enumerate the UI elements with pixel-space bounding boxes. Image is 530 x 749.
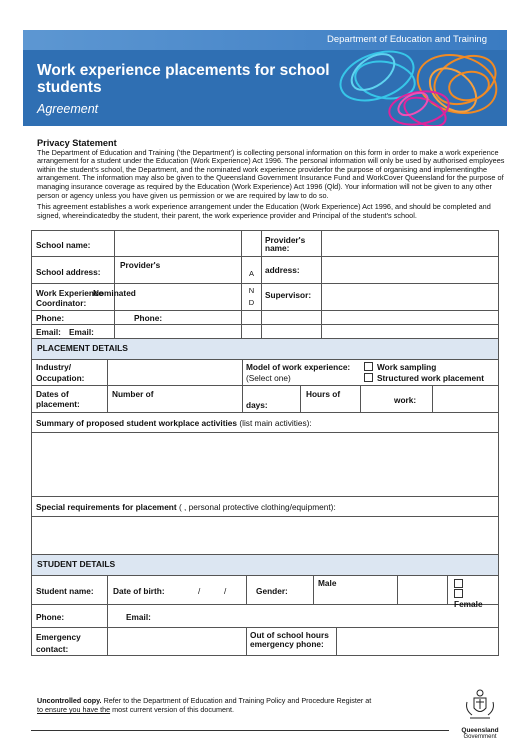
dates-row <box>31 386 499 413</box>
ensure-link[interactable]: to ensure you have the <box>37 705 111 714</box>
agreement-form <box>31 230 499 656</box>
queensland-crest-logo <box>456 688 504 744</box>
student-phone-row <box>31 605 499 628</box>
provider-email-field[interactable] <box>322 325 498 338</box>
phone-row <box>31 311 499 325</box>
male-label: Male <box>318 578 337 588</box>
school-name-field[interactable] <box>115 231 241 256</box>
days-field[interactable] <box>360 386 390 412</box>
school-email-label: Email: <box>36 327 61 337</box>
number-of-label: Number of <box>112 389 154 399</box>
providers-label: Provider's <box>120 260 161 270</box>
school-address-row <box>31 257 499 284</box>
footer-line-2 <box>37 705 371 714</box>
industry-field[interactable] <box>108 360 242 385</box>
female-label: Female <box>454 599 483 609</box>
checkbox-work-sampling[interactable] <box>364 362 373 371</box>
provider-phone-field[interactable] <box>322 311 498 324</box>
address-label: address: <box>265 265 300 275</box>
dob-slash-2: / <box>224 586 227 596</box>
nominated-label: Nominated <box>93 288 136 298</box>
uncontrolled-copy: Uncontrolled copy. <box>37 696 102 705</box>
and-letter-a: A <box>248 269 254 278</box>
summary-note: (list main activities): <box>239 418 312 428</box>
provider-name-field[interactable] <box>322 231 498 256</box>
student-phone-label: Phone: <box>36 612 65 622</box>
option-structured[interactable] <box>364 373 494 384</box>
privacy-paragraph-1: The Department of Education and Training ('the Department') is collecting personal information on this form in order to make a work experience arrangement for a student under the Education (Work Experience) Act 1996. The personal information will only be used by authorised employees within the student's school, the Department, and the nominated work experience providerfor the purpose of organising and implementingthe arrangement. The information may also be given to the Queensland Government Insurance Fund and WorkCover Queensland for the purpose of managing insurance coverage as required by the Education (Work Experience) Act 1996 (Qld). Your information will not be given to any other person or agency unless you have given us permission or we are required by law to do so. <box>37 147 505 200</box>
dob-slash-1: / <box>198 586 201 596</box>
summary-heading <box>32 413 498 432</box>
document-title: Work experience placements for school students <box>37 62 330 96</box>
special-note: ( , personal protective clothing/equipment): <box>178 502 336 512</box>
hours-field[interactable] <box>433 386 498 412</box>
checkbox-female[interactable] <box>454 589 463 598</box>
footer-note <box>37 696 371 714</box>
school-name-label: School name: <box>36 240 91 250</box>
occupation-text: Occupation: <box>36 373 85 383</box>
student-details-heading: STUDENT DETAILS <box>31 555 499 576</box>
industry-label <box>32 360 107 385</box>
provider-address-field[interactable] <box>322 257 498 283</box>
crest-sub: Government <box>463 734 497 740</box>
days-label: days: <box>246 400 268 410</box>
special-field[interactable] <box>31 517 499 555</box>
crest-icon <box>463 688 497 722</box>
emergency-field[interactable] <box>108 628 246 655</box>
emergency-label: Emergency contact: <box>36 632 81 654</box>
emergency-row <box>31 628 499 656</box>
placement-details-heading: PLACEMENT DETAILS <box>31 339 499 360</box>
work-sampling-label: Work sampling <box>377 362 437 372</box>
school-address-label: School address: <box>36 267 101 277</box>
supervisor-field[interactable] <box>322 284 498 310</box>
department-name: Department of Education and Training <box>326 34 487 45</box>
and-letter-n: N <box>248 286 255 295</box>
model-options <box>360 360 498 385</box>
gender-options <box>450 576 498 609</box>
option-male[interactable] <box>454 579 494 589</box>
school-name-row <box>31 231 499 257</box>
industry-row <box>31 360 499 386</box>
out-of-hours-field[interactable] <box>337 628 498 655</box>
out-of-hours-label: Out of school hours emergency phone: <box>250 630 329 649</box>
summary-label: Summary of proposed student workplace activities <box>36 418 238 428</box>
provider-phone-label: Phone: <box>134 313 163 323</box>
summary-field[interactable] <box>31 433 499 497</box>
special-heading-row <box>31 497 499 517</box>
swirl-graphic <box>307 46 507 126</box>
structured-label: Structured work placement <box>377 373 484 383</box>
select-one-text: (Select one) <box>246 373 291 383</box>
footer-line-1 <box>37 696 371 705</box>
document-subtitle: Agreement <box>37 102 99 116</box>
ensure-rest: most current version of this document. <box>112 705 234 714</box>
crest-name: Queensland <box>461 727 499 734</box>
checkbox-structured-placement[interactable] <box>364 373 373 382</box>
hours-of-label: Hours of <box>306 389 341 399</box>
refer-text: Refer to the Department of Education and Training Policy and Procedure Register at <box>103 696 372 705</box>
dob-label: Date of birth: <box>113 586 165 596</box>
work-label: work: <box>394 395 417 405</box>
checkbox-male[interactable] <box>454 579 463 588</box>
model-label <box>242 360 360 385</box>
industry-text: Industry/ <box>36 362 72 372</box>
summary-heading-row <box>31 413 499 433</box>
model-text: Model of work experience: <box>246 362 351 372</box>
special-heading <box>32 497 498 516</box>
student-email-label: Email: <box>126 612 151 622</box>
privacy-statement <box>37 139 507 223</box>
privacy-heading: Privacy Statement <box>37 138 117 148</box>
header-banner <box>23 30 507 126</box>
gender-label: Gender: <box>256 586 288 596</box>
option-work-sampling[interactable] <box>364 362 494 373</box>
student-name-label: Student name: <box>36 586 94 596</box>
and-letters-nd <box>242 284 261 310</box>
provider-name-label: Provider's name: <box>265 235 306 253</box>
and-letter-d: D <box>248 298 255 307</box>
privacy-paragraph-2: This agreement establishes a work experience arrangement under the Education (Work Experience) Act 1996, and should be completed and signed, whereindicatedby the student, their parent, the work experience provider and Principal of the student's school. <box>37 202 491 220</box>
coordinator-row <box>31 284 499 311</box>
footer-divider <box>31 730 449 731</box>
coordinator-label: Work Experience Coordinator: <box>36 288 104 308</box>
supervisor-label: Supervisor: <box>265 290 312 300</box>
student-name-row <box>31 576 499 609</box>
school-phone-label: Phone: <box>36 313 65 323</box>
special-label: Special requirements for placement <box>36 502 177 512</box>
dates-label: Dates of placement: <box>36 389 80 409</box>
email-row <box>31 325 499 339</box>
provider-email-label: Email: <box>69 327 94 337</box>
